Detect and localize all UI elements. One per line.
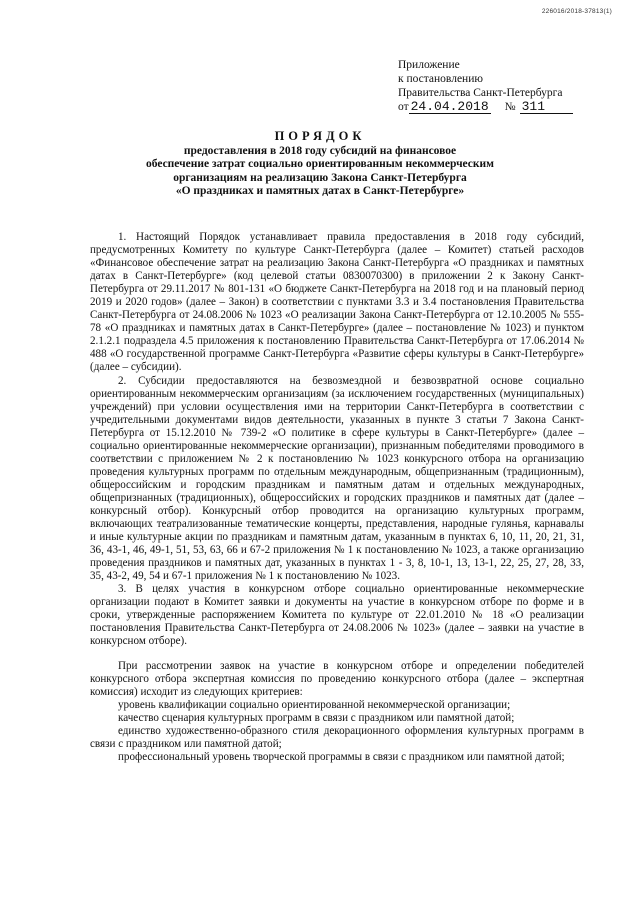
title-line-2: обеспечение затрат социально ориентированным некоммерческим bbox=[145, 158, 494, 171]
criterion-3: единство художественно-образного стиля декорационного оформления культурных программ в связи с праздником или памятной датой; bbox=[90, 724, 584, 750]
paragraph-1: 1. Настоящий Порядок устанавливает правила предоставления в 2018 году субсидий, предусмотренных Комитету по культуре Санкт-Петербурга (далее – Комитет) статьей расходов «Финансовое обеспечение затрат на реализацию Закона Санкт-Петербурга «О праздниках и памятных датах в Санкт-Петербурге» (код целевой статьи 0830070300) в приложении 2 к Закону Санкт-Петербурга от 29.11.2017 № 801-131 «О бюджете Санкт-Петербурга на 2018 год и на плановый период 2019 и 2020 годов» (далее – Закон) в соответствии с пунктами 3.3 и 3.4 постановления Правительства Санкт-Петербурга от 24.08.2006 № 1023 «О реализации Закона Санкт-Петербурга от 12.10.2005 № 555-78 «О праздниках и памятных датах в Санкт-Петербурге» (далее – постановление № 1023) и пунктом 2.1.2.1 подраздела 4.5 приложения к постановлению Правительства Санкт-Петербурга от 17.06.2014 № 488 «О государственной программе Санкт-Петербурга «Развитие сферы культуры в Санкт-Петербурге» (далее – субсидии). bbox=[90, 231, 584, 374]
number-prefix: № bbox=[504, 101, 516, 113]
title-line-4: «О праздниках и памятных датах в Санкт-Петербурге» bbox=[175, 185, 465, 198]
date-prefix: от bbox=[398, 101, 409, 113]
annex-number: 311 bbox=[520, 100, 573, 114]
title-heading: ПОРЯДОК bbox=[274, 129, 366, 143]
document-title bbox=[90, 130, 550, 199]
paragraph-3: 3. В целях участия в конкурсном отборе социально ориентированные некоммерческие организации подают в Комитет заявки и документы на участие в конкурсном отборе по форме и в сроки, утвержденные распоряжением Комитета по культуре от 22.01.2010 № 18 «О реализации постановления Правительства Санкт-Петербурга от 24.08.2006 № 1023» (далее – заявки на участие в конкурсном отборе). bbox=[90, 583, 584, 648]
document-body bbox=[90, 231, 584, 764]
document-id: 226016/2018-37813(1) bbox=[541, 8, 612, 15]
paragraph-criteria-intro: При рассмотрении заявок на участие в конкурсном отборе и определении победителей конкурсного отбора экспертная комиссия по проведению конкурсного отбора (далее – экспертная комиссия) исходит из следующих критериев: bbox=[90, 659, 584, 698]
annex-date-line bbox=[398, 100, 608, 114]
criterion-4: профессиональный уровень творческой программы в связи с праздником или памятной датой; bbox=[118, 750, 565, 763]
title-line-3: организациям на реализацию Закона Санкт-Петербурга bbox=[173, 171, 467, 184]
annex-line-2: к постановлению bbox=[398, 73, 483, 85]
annex-date: 24.04.2018 bbox=[410, 99, 489, 114]
annex-line-1: Приложение bbox=[398, 59, 460, 71]
paragraph-2: 2. Субсидии предоставляются на безвозмездной и безвозвратной основе социально ориентированным некоммерческим организациям (за исключением государственных (муниципальных) учреждений) при условии осуществления ими на территории Санкт-Петербурга в соответствии с учредительными документами видов деятельности, указанных в пункте 3 статьи 7 Закона Санкт-Петербурга от 15.12.2010 № 739-2 «О политике в сфере культуры в Санкт-Петербурге» (далее – социально ориентированные некоммерческие организации), признанным победителями проводимого в соответствии с приложением № 2 к постановлению № 1023 конкурсного отбора на организацию проведения культурных программ по отдельным международным, общепризнанным (традиционным), общероссийским и городским праздникам и памятным датам и отдельных международных, общепризнанных (традиционных), общероссийских и городских праздников и памятных дат (далее – конкурсный отбор). Конкурсный отбор проводится на организацию культурных программ, включающих театрализованные тематические концерты, представления, народные гулянья, карнавалы и иные культурные акции по праздникам и памятным датам, указанным в пунктах 6, 10, 11, 20, 21, 31, 36, 43-1, 46, 49-1, 51, 53, 63, 66 и 67-2 приложения № 1 к постановлению № 1023, а также организацию проведения праздников и памятных дат, указанных в пунктах 1 - 3, 8, 10-1, 13, 13-1, 22, 25, 27, 28, 33, 35, 43-2, 49, 54 и 67-1 приложения № 1 к постановлению № 1023. bbox=[90, 374, 584, 583]
criterion-2: качество сценария культурных программ в связи с праздником или памятной датой; bbox=[118, 711, 515, 724]
criterion-1: уровень квалификации социально ориентированной некоммерческой организации; bbox=[118, 698, 511, 711]
annex-block bbox=[398, 58, 608, 114]
title-line-1: предоставления в 2018 году субсидий на финансовое bbox=[183, 144, 457, 157]
annex-line-3: Правительства Санкт-Петербурга bbox=[398, 87, 563, 99]
